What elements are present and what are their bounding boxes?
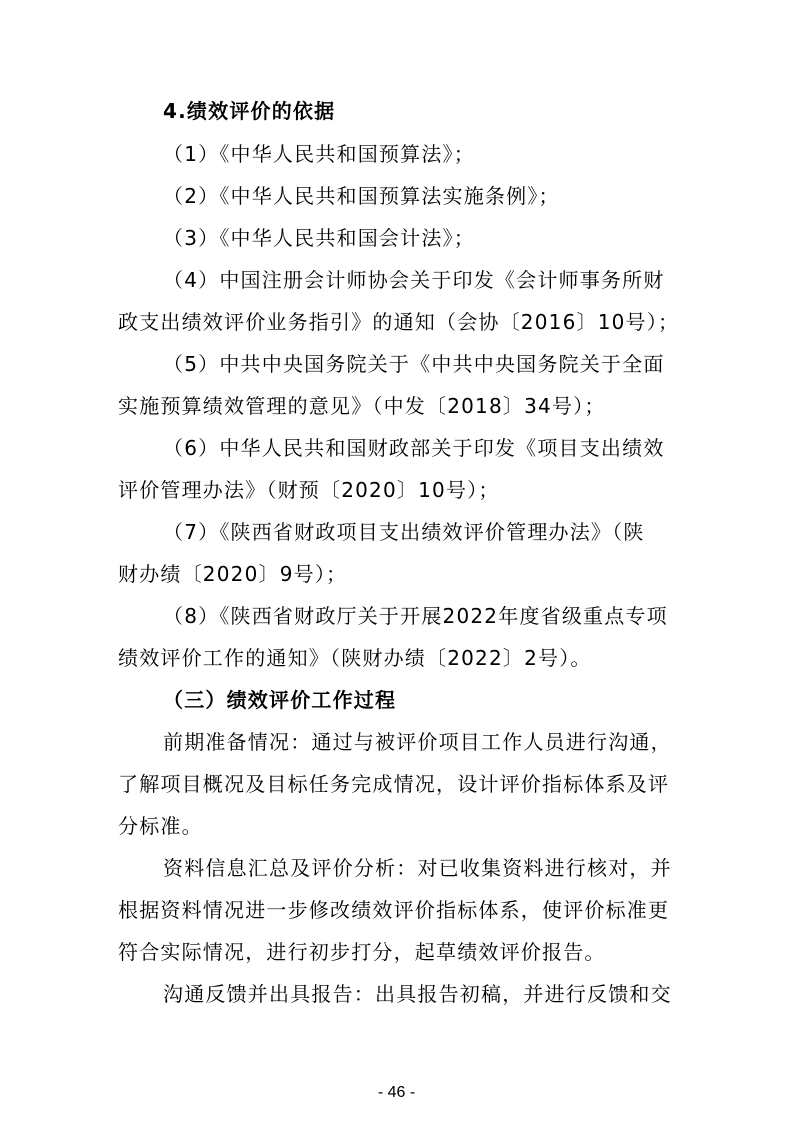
basis-item-8-line-1: （8）《陕西省财政厅关于开展2022年度省级重点专项 xyxy=(163,604,668,628)
basis-item-6-line-1: （6）中华人民共和国财政部关于印发《项目支出绩效 xyxy=(163,436,665,460)
basis-item-5-line-1: （5）中共中央国务院关于《中共中央国务院关于全面 xyxy=(163,352,665,376)
paragraph-2-line-3: 符合实际情况，进行初步打分，起草绩效评价报告。 xyxy=(118,940,606,964)
basis-item-4-line-2: 政支出绩效评价业务指引》的通知（会协〔2016〕10号）； xyxy=(118,310,680,334)
basis-item-7-line-1: （7）《陕西省财政项目支出绩效评价管理办法》（陕 xyxy=(163,520,645,544)
basis-item-3: （3）《中华人民共和国会计法》； xyxy=(163,226,475,250)
basis-item-4-line-1: （4）中国注册会计师协会关于印发《会计师事务所财 xyxy=(163,268,665,292)
basis-item-5-line-2: 实施预算绩效管理的意见》（中发〔2018〕34号）； xyxy=(118,394,606,418)
paragraph-3-line-1: 沟通反馈并出具报告：出具报告初稿，并进行反馈和交 xyxy=(163,982,672,1006)
basis-item-7-line-2: 财办绩〔2020〕9号）； xyxy=(118,562,348,586)
page-number: - 46 - xyxy=(377,1084,416,1101)
paragraph-1-line-1: 前期准备情况：通过与被评价项目工作人员进行沟通， xyxy=(163,730,672,754)
basis-item-8-line-2: 绩效评价工作的通知》（陕财办绩〔2022〕2号）。 xyxy=(118,646,592,670)
subsection-heading: （三）绩效评价工作过程 xyxy=(163,688,397,712)
paragraph-1-line-3: 分标准。 xyxy=(118,814,203,838)
basis-item-1: （1）《中华人民共和国预算法》； xyxy=(163,142,475,166)
basis-item-2: （2）《中华人民共和国预算法实施条例》； xyxy=(163,184,560,208)
paragraph-2-line-2: 根据资料情况进一步修改绩效评价指标体系，使评价标准更 xyxy=(118,898,670,922)
basis-item-6-line-2: 评价管理办法》（财预〔2020〕10号）； xyxy=(118,478,500,502)
section-heading: 4.绩效评价的依据 xyxy=(163,99,336,123)
paragraph-1-line-2: 了解项目概况及目标任务完成情况，设计评价指标体系及评 xyxy=(118,772,670,796)
paragraph-2-line-1: 资料信息汇总及评价分析：对已收集资料进行核对，并 xyxy=(163,856,672,880)
